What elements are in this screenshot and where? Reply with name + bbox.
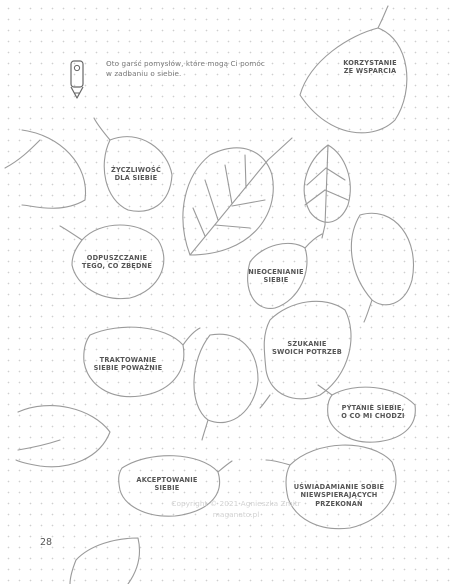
leaf-large-veined-icon — [183, 138, 292, 255]
label-not-judging: NIEOCENIANIE SIEBIE — [248, 268, 304, 285]
leaf-left-top-icon — [5, 130, 86, 208]
label-kindness: ŻYCZLIWOŚĆ DLA SIEBIE — [110, 166, 162, 183]
intro-text — [106, 59, 296, 79]
label-support: KORZYSTANIE ZE WSPARCIA — [343, 59, 397, 76]
leaf-small-veined-icon — [304, 145, 350, 238]
label-seriously: TRAKTOWANIE SIEBIE POWAŻNIE — [93, 356, 163, 373]
label-accepting: AKCEPTOWANIE SIEBIE — [136, 476, 198, 493]
page-number: 28 — [40, 537, 53, 548]
copyright-watermark: Copyright © 2021 Agnieszka Zmitr maganato.pl — [171, 499, 301, 519]
label-beliefs: UŚWIADAMIANIE SOBIE NIEWSPIERAJĄCYCH PRZEKONAŃ — [293, 483, 385, 508]
pencil-icon — [68, 58, 86, 100]
leaf-right-edge-icon — [351, 213, 413, 322]
leaf-center-middle-icon — [194, 334, 258, 440]
label-needs: SZUKANIE SWOICH POTRZEB — [272, 340, 342, 357]
label-asking: PYTANIE SIEBIE, O CO MI CHODZI — [341, 404, 405, 421]
intro-line-2: w zadbaniu o siebie. — [106, 69, 182, 78]
leaf-kindness-icon — [94, 118, 172, 211]
leaf-left-mid-icon — [16, 406, 110, 467]
leaf-bottom-left-icon — [70, 538, 140, 584]
label-letting-go: ODPUSZCZANIE TEGO, CO ZBĘDNE — [81, 254, 153, 271]
intro-line-1: Oto garść pomysłów, które mogą Ci pomóc — [106, 59, 265, 68]
